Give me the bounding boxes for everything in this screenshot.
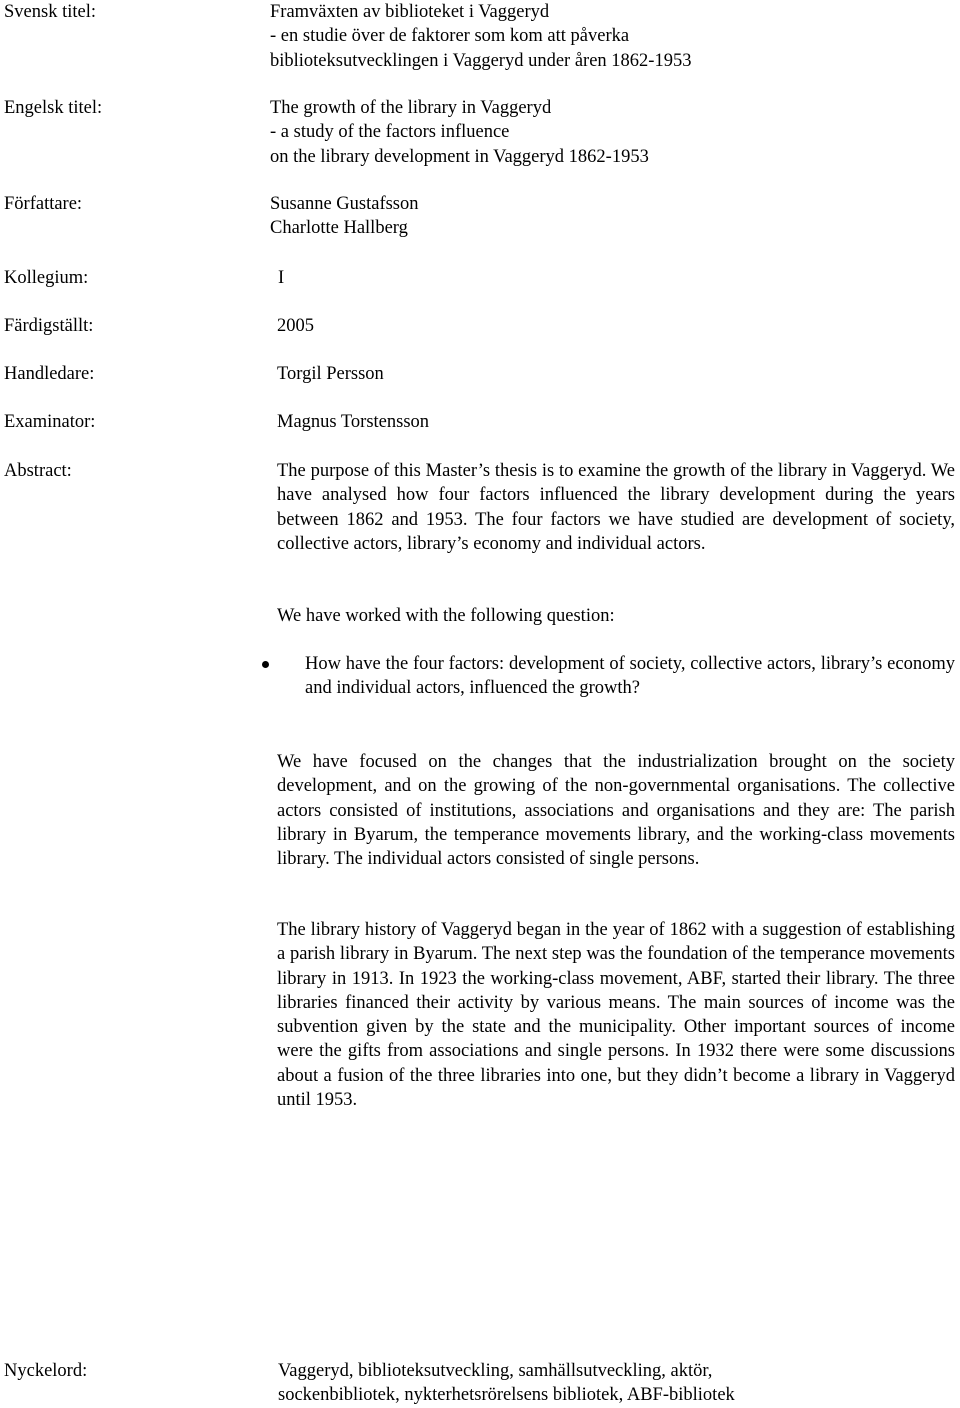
question-text: How have the four factors: development of society, collective actors, library’s economy and individual actors, influenced the growth? xyxy=(305,654,955,699)
forfattare-value xyxy=(270,192,419,241)
handledare-value: Torgil Persson xyxy=(277,364,384,384)
engelsk-titel-line: The growth of the library in Vaggeryd xyxy=(270,98,552,118)
keywords-line: Vaggeryd, biblioteksutveckling, samhällsutveckling, aktör, xyxy=(278,1361,713,1381)
nyckelord-label: Nyckelord: xyxy=(4,1361,88,1381)
svensk-titel-value xyxy=(270,0,691,73)
abstract-label: Abstract: xyxy=(4,461,72,481)
kollegium-label: Kollegium: xyxy=(4,268,89,288)
engelsk-titel-value xyxy=(270,96,649,169)
engelsk-titel-label: Engelsk titel: xyxy=(4,98,103,118)
svensk-titel-label: Svensk titel: xyxy=(4,2,96,22)
svensk-titel-line: biblioteksutvecklingen i Vaggeryd under åren 1862-1953 xyxy=(270,50,692,71)
nyckelord-value xyxy=(278,1359,735,1408)
examinator-value: Magnus Torstensson xyxy=(277,412,430,432)
keywords-line: sockenbibliotek, nykterhetsrörelsens bibliotek, ABF-bibliotek xyxy=(278,1385,735,1406)
svensk-titel-line: Framväxten av biblioteket i Vaggeryd xyxy=(270,2,550,22)
forfattare-label: Författare: xyxy=(4,194,83,214)
abstract-paragraph-3: We have focused on the changes that the industrialization brought on the society development, and on the growing of the non-governmental organisations. The collective actors consisted of institutions, associations and organisations and they are: The parish library in Byarum, the temperance movements library, and the working-class movements library. The individual actors consisted of single persons. xyxy=(277,752,955,870)
abstract-paragraph-1: The purpose of this Master’s thesis is to examine the growth of the library in Vaggeryd. We have analysed how four factors influenced the library development during the years between 1862 and 1953. The four factors we have studied are development of society, collective actors, library’s economy and individual actors. xyxy=(277,461,955,554)
engelsk-titel-line: on the library development in Vaggeryd 1862-1953 xyxy=(270,146,649,167)
author-name: Susanne Gustafsson xyxy=(270,194,419,214)
abstract-paragraph-4: The library history of Vaggeryd began in the year of 1862 with a suggestion of establishing a parish library in Byarum. The next step was the foundation of the temperance movements library in 1913. In 1923 the working-class movement, ABF, started their library. The three libraries financed their activity by various means. The main sources of income was the subvention given by the state and the municipality. Other important sources of income were the gifts from associations and single persons. In 1932 there were some discussions about a fusion of the three libraries into one, but they didn’t become a library in Vaggeryd until 1953. xyxy=(277,920,955,1111)
bullet-dot-icon xyxy=(262,661,269,668)
examinator-label: Examinator: xyxy=(4,412,96,432)
svensk-titel-line: - en studie över de faktorer som kom att påverka xyxy=(270,26,630,47)
handledare-label: Handledare: xyxy=(4,364,95,384)
abstract-paragraph-2: We have worked with the following question: xyxy=(277,606,615,626)
engelsk-titel-line: - a study of the factors influence xyxy=(270,122,510,143)
author-name: Charlotte Hallberg xyxy=(270,218,408,239)
fardigstallt-value: 2005 xyxy=(277,316,314,336)
kollegium-value: I xyxy=(278,268,285,288)
fardigstallt-label: Färdigställt: xyxy=(4,316,94,336)
